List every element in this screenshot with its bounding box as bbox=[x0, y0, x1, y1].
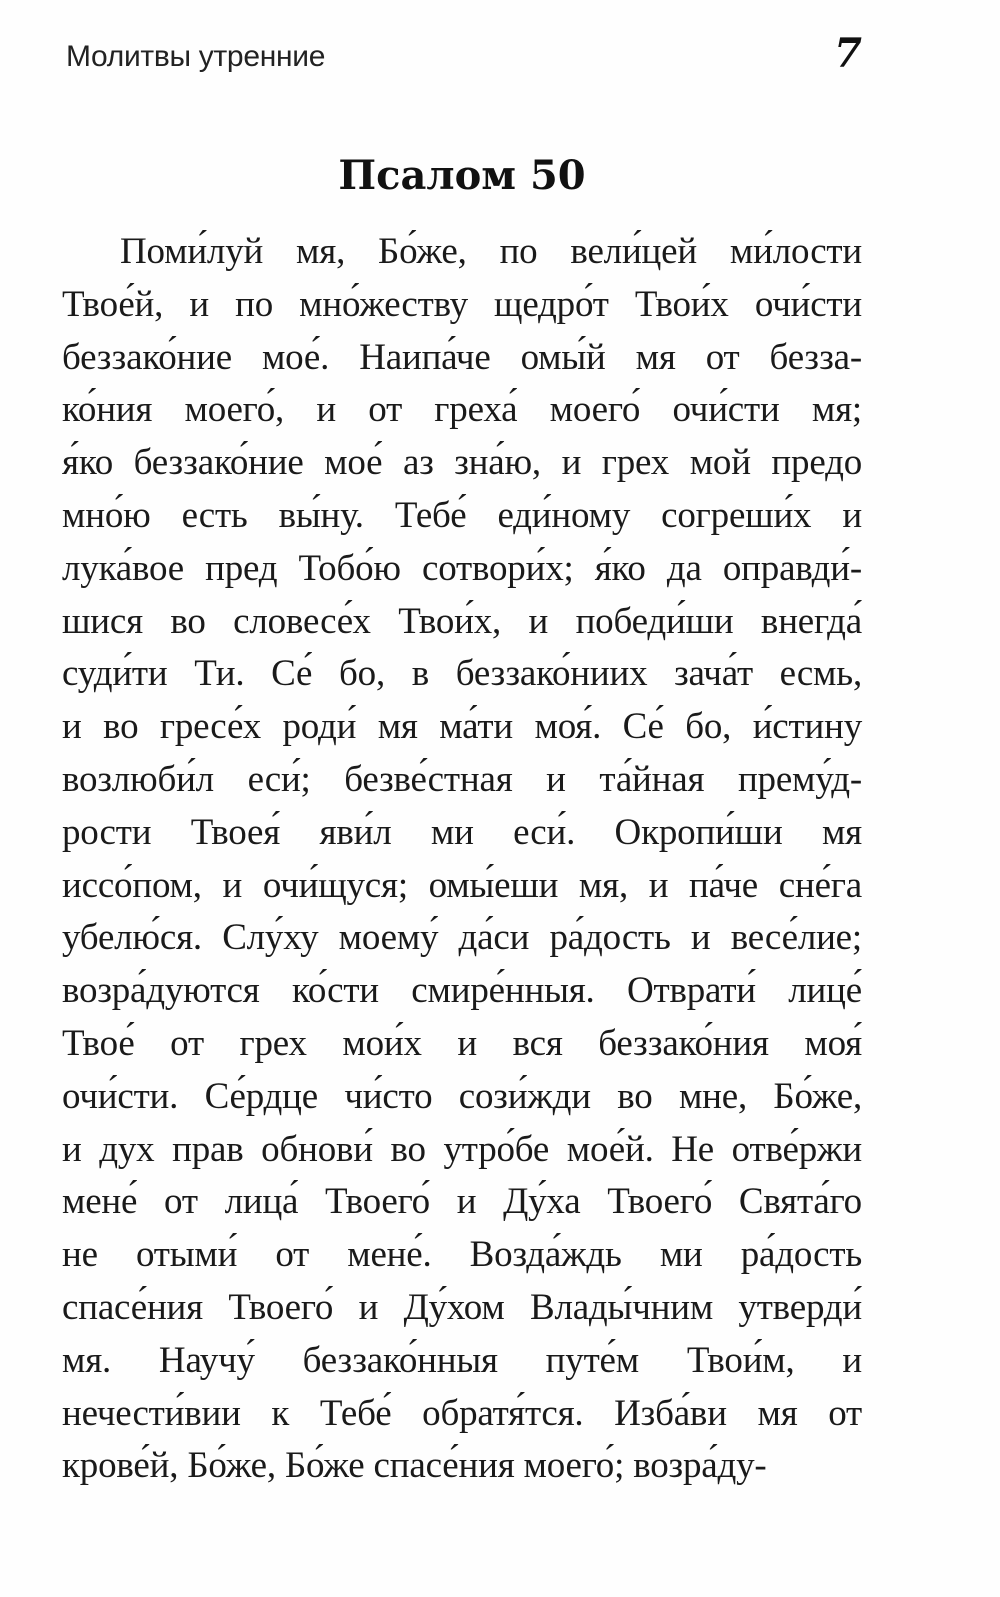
text-line: не отыми́ от мене́. Возда́ждь ми ра́дость bbox=[62, 1234, 862, 1276]
text-line: нечести́вии к Тебе́ обратя́тся. Изба́ви мя от bbox=[62, 1392, 862, 1434]
text-line: спасе́ния Твоего́ и Ду́хом Влады́чним утверди́ bbox=[62, 1286, 862, 1328]
text-line: я́ко беззако́ние мое́ аз зна́ю, и грех мой предо bbox=[62, 442, 862, 484]
text-line: Поми́луй мя, Бо́же, по вели́цей ми́лости bbox=[120, 231, 862, 272]
text-line: шися во словесе́х Твои́х, и победи́ши внегда́ bbox=[62, 600, 862, 642]
page-number: 7 bbox=[834, 30, 862, 77]
text-line: беззако́ние мое́. Наипа́че омы́й мя от безза- bbox=[62, 336, 862, 378]
text-line: суди́ти Ти. Се́ бо, в беззако́ниих зача́т есмь, bbox=[62, 653, 862, 695]
text-line: и во гресе́х роди́ мя ма́ти моя́. Се́ бо, и́стину bbox=[62, 706, 862, 748]
text-line: мно́ю есть вы́ну. Тебе́ еди́ному согреши́х и bbox=[62, 494, 862, 536]
text-line: рости Твоея́ яви́л ми еси́. Окропи́ши мя bbox=[62, 811, 862, 853]
text-line: ко́ния моего́, и от греха́ моего́ очи́сти мя; bbox=[62, 389, 862, 431]
text-line: возлюби́л еси́; безве́стная и та́йная прему́д- bbox=[62, 758, 862, 800]
text-line: и дух прав обнови́ во утро́бе мое́й. Не отве́ржи bbox=[62, 1128, 862, 1170]
text-line: иссо́пом, и очи́щуся; омы́еши мя, и па́че сне́га bbox=[62, 864, 862, 906]
text-line: убелю́ся. Слу́ху моему́ да́си ра́дость и весе́лие; bbox=[62, 917, 862, 959]
psalm-text bbox=[62, 226, 862, 1493]
running-head: Молитвы утренние bbox=[66, 40, 326, 73]
text-line: Твое́й, и по мно́жеству щедро́т Твои́х очи́сти bbox=[62, 283, 862, 325]
section-title: Псалом 50 bbox=[338, 152, 586, 199]
text-line: мя. Научу́ беззако́нныя путе́м Твои́м, и bbox=[62, 1339, 862, 1381]
text-line: мене́ от лица́ Твоего́ и Ду́ха Твоего́ Свята́го bbox=[62, 1181, 862, 1223]
text-line: очи́сти. Се́рдце чи́сто сози́жди во мне, Бо́же, bbox=[62, 1075, 862, 1117]
text-line: возра́дуются ко́сти смире́нныя. Отврати́ лице́ bbox=[62, 970, 862, 1012]
text-line: лука́вое пред Тобо́ю сотвори́х; я́ко да оправди́- bbox=[62, 547, 862, 589]
text-line: крове́й, Бо́же, Бо́же спасе́ния моего́; возра́ду- bbox=[62, 1445, 767, 1487]
text-line: Твое́ от грех мои́х и вся беззако́ния моя́ bbox=[62, 1022, 862, 1064]
